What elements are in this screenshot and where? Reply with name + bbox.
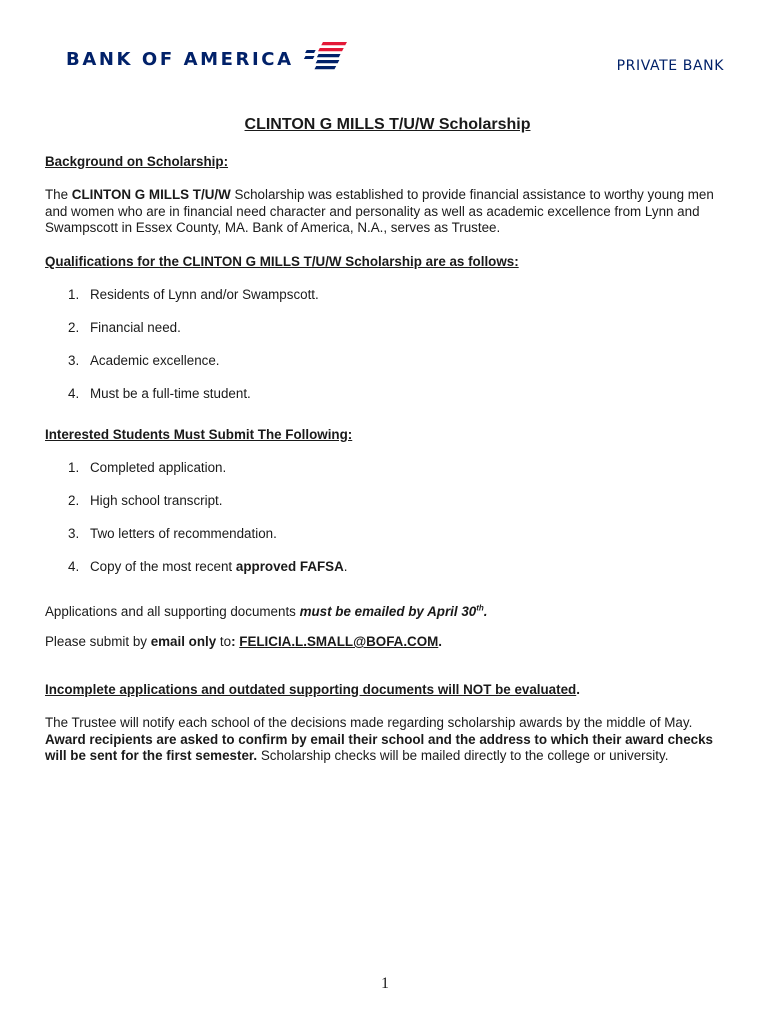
background-paragraph: The CLINTON G MILLS T/U/W Scholarship was established to provide financial assistance to worthy young men and women who are in financial need character and personality as well as academic excellence from Lynn and Swampscott in Essex County, MA. Bank of America, N.A., serves as Trustee. bbox=[45, 187, 714, 235]
qualifications-list bbox=[45, 287, 730, 403]
submit-heading: Interested Students Must Submit The Following: bbox=[45, 426, 353, 442]
list-item: 3. Academic excellence. bbox=[68, 353, 220, 368]
incomplete-notice: Incomplete applications and outdated supporting documents will NOT be evaluated. bbox=[45, 681, 580, 697]
list-item: 4. Must be a full-time student. bbox=[68, 386, 251, 401]
list-item: 2. High school transcript. bbox=[68, 493, 223, 508]
background-heading: Background on Scholarship: bbox=[45, 153, 229, 169]
trustee-paragraph: The Trustee will notify each school of the decisions made regarding scholarship awards by the middle of May. Award recipients are asked to confirm by email their school and the address to which their award checks will be sent for the first semester. Scholarship checks will be mailed directly to the college or university. bbox=[45, 715, 714, 763]
list-item: 4. Copy of the most recent approved FAFSA. bbox=[68, 559, 348, 574]
list-item: 1. Completed application. bbox=[68, 460, 227, 475]
list-item: 1. Residents of Lynn and/or Swampscott. bbox=[68, 287, 319, 302]
brand-name: BANK OF AMERICA bbox=[66, 48, 294, 70]
letterhead bbox=[0, 0, 770, 110]
private-bank-label: PRIVATE BANK bbox=[616, 58, 724, 74]
email-address-link[interactable]: FELICIA.L.SMALL@BOFA.COM bbox=[239, 634, 439, 649]
qualifications-heading: Qualifications for the CLINTON G MILLS T/U/W Scholarship are as follows: bbox=[45, 253, 519, 269]
email-instruction: Please submit by email only to: FELICIA.L.SMALL@BOFA.COM. bbox=[45, 634, 443, 649]
list-item: 3. Two letters of recommendation. bbox=[68, 526, 277, 541]
brand-logo bbox=[66, 46, 356, 72]
page-number: 1 bbox=[381, 975, 389, 992]
flag-logo-icon bbox=[300, 40, 356, 72]
list-item: 2. Financial need. bbox=[68, 320, 181, 335]
deadline-line: Applications and all supporting documents must be emailed by April 30th. bbox=[45, 603, 488, 619]
document-title: CLINTON G MILLS T/U/W Scholarship bbox=[244, 116, 531, 133]
submit-list bbox=[45, 460, 730, 576]
document-body bbox=[45, 115, 730, 765]
